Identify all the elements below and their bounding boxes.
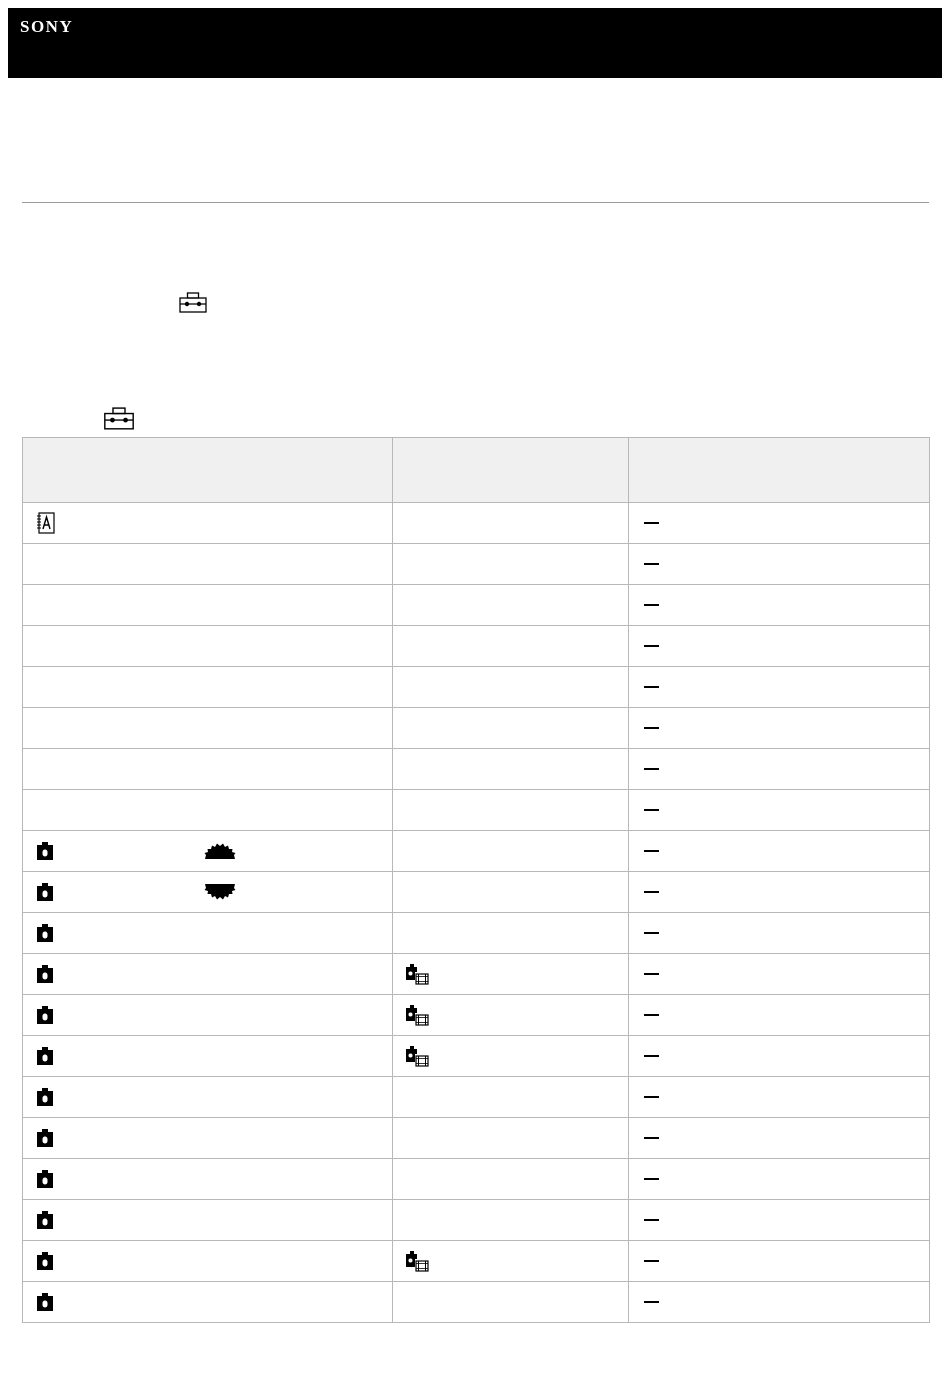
toolbox-icon xyxy=(179,292,207,319)
table-header-cell xyxy=(23,438,393,503)
table-row xyxy=(23,667,930,708)
camera-movie-icon xyxy=(405,963,431,985)
table-row xyxy=(23,1282,930,1323)
table-cell-mode xyxy=(393,585,629,626)
table-cell-setting xyxy=(23,1241,393,1282)
table-cell-value xyxy=(629,708,930,749)
table-row xyxy=(23,585,930,626)
table-row xyxy=(23,1241,930,1282)
language-a-icon xyxy=(36,512,56,534)
table-cell-setting xyxy=(23,790,393,831)
table-cell-mode xyxy=(393,667,629,708)
table-cell-value xyxy=(629,1036,930,1077)
camera-still-icon xyxy=(36,1046,54,1066)
camera-still-icon xyxy=(36,1169,54,1189)
table-cell-value xyxy=(629,503,930,544)
table-cell-setting xyxy=(23,1159,393,1200)
sony-logo: SONY xyxy=(20,17,74,36)
dash-mark xyxy=(644,645,659,647)
table-cell-mode xyxy=(393,1282,629,1323)
dash-mark xyxy=(644,1055,659,1057)
table-cell-mode xyxy=(393,1077,629,1118)
table-cell-mode xyxy=(393,749,629,790)
table-row xyxy=(23,831,930,872)
table-cell-value xyxy=(629,831,930,872)
brightness-down-icon xyxy=(204,883,236,901)
table-cell-setting xyxy=(23,749,393,790)
table-cell-mode xyxy=(393,708,629,749)
table-cell-mode xyxy=(393,1241,629,1282)
table-header-cell xyxy=(393,438,629,503)
table-row xyxy=(23,1159,930,1200)
settings-table xyxy=(22,437,930,1323)
dash-mark xyxy=(644,809,659,811)
table-row xyxy=(23,954,930,995)
camera-still-icon xyxy=(36,1210,54,1230)
table-row xyxy=(23,1077,930,1118)
table-cell-setting xyxy=(23,1036,393,1077)
camera-still-icon xyxy=(36,964,54,984)
table-row xyxy=(23,626,930,667)
section-divider xyxy=(22,202,929,203)
table-cell-value xyxy=(629,585,930,626)
table-cell-mode xyxy=(393,954,629,995)
table-cell-setting xyxy=(23,585,393,626)
table-cell-mode xyxy=(393,1200,629,1241)
table-row xyxy=(23,1200,930,1241)
table-cell-value xyxy=(629,1241,930,1282)
table-cell-mode xyxy=(393,1118,629,1159)
camera-still-icon xyxy=(36,882,54,902)
table-cell-value xyxy=(629,1282,930,1323)
camera-still-icon xyxy=(36,1128,54,1148)
camera-still-icon xyxy=(36,1005,54,1025)
table-cell-setting xyxy=(23,1200,393,1241)
camera-still-icon xyxy=(36,1087,54,1107)
table-cell-mode xyxy=(393,995,629,1036)
table-header-row xyxy=(23,438,930,503)
toolbox-icon xyxy=(103,407,135,436)
table-cell-value xyxy=(629,913,930,954)
brightness-up-icon xyxy=(204,842,236,860)
table-cell-mode xyxy=(393,626,629,667)
table-cell-setting xyxy=(23,708,393,749)
table-header-cell xyxy=(629,438,930,503)
table-row xyxy=(23,544,930,585)
table-row xyxy=(23,749,930,790)
dash-mark xyxy=(644,973,659,975)
table-cell-mode xyxy=(393,913,629,954)
table-cell-mode xyxy=(393,790,629,831)
dash-mark xyxy=(644,604,659,606)
table-row xyxy=(23,708,930,749)
dash-mark xyxy=(644,850,659,852)
table-cell-mode xyxy=(393,1159,629,1200)
table-cell-value xyxy=(629,872,930,913)
camera-movie-icon xyxy=(405,1045,431,1067)
table-cell-value xyxy=(629,1077,930,1118)
dash-mark xyxy=(644,563,659,565)
camera-still-icon xyxy=(36,841,54,861)
dash-mark xyxy=(644,727,659,729)
dash-mark xyxy=(644,1219,659,1221)
table-cell-value xyxy=(629,790,930,831)
table-row xyxy=(23,995,930,1036)
table-cell-value xyxy=(629,995,930,1036)
table-cell-setting xyxy=(23,503,393,544)
dash-mark xyxy=(644,768,659,770)
dash-mark xyxy=(644,891,659,893)
dash-mark xyxy=(644,1301,659,1303)
table-cell-value xyxy=(629,1159,930,1200)
table-cell-value xyxy=(629,544,930,585)
camera-movie-icon xyxy=(405,1004,431,1026)
table-cell-setting xyxy=(23,544,393,585)
table-cell-value xyxy=(629,1118,930,1159)
dash-mark xyxy=(644,932,659,934)
table-row xyxy=(23,503,930,544)
table-cell-mode xyxy=(393,503,629,544)
table-cell-value xyxy=(629,1200,930,1241)
dash-mark xyxy=(644,1178,659,1180)
table-row xyxy=(23,1036,930,1077)
table-cell-value xyxy=(629,954,930,995)
table-cell-value xyxy=(629,749,930,790)
table-row xyxy=(23,1118,930,1159)
dash-mark xyxy=(644,522,659,524)
table-row xyxy=(23,790,930,831)
table-row xyxy=(23,872,930,913)
camera-still-icon xyxy=(36,1251,54,1271)
dash-mark xyxy=(644,1137,659,1139)
dash-mark xyxy=(644,686,659,688)
table-cell-setting xyxy=(23,1118,393,1159)
header-bar xyxy=(8,8,942,78)
camera-movie-icon xyxy=(405,1250,431,1272)
table-cell-mode xyxy=(393,544,629,585)
table-cell-setting xyxy=(23,913,393,954)
table-cell-setting xyxy=(23,831,393,872)
table-cell-mode xyxy=(393,872,629,913)
table-cell-setting xyxy=(23,954,393,995)
table-cell-setting xyxy=(23,667,393,708)
table-cell-mode xyxy=(393,831,629,872)
table-cell-value xyxy=(629,626,930,667)
dash-mark xyxy=(644,1014,659,1016)
camera-still-icon xyxy=(36,1292,54,1312)
table-cell-setting xyxy=(23,1282,393,1323)
table-cell-setting xyxy=(23,872,393,913)
dash-mark xyxy=(644,1260,659,1262)
camera-still-icon xyxy=(36,923,54,943)
table-cell-setting xyxy=(23,1077,393,1118)
table-row xyxy=(23,913,930,954)
table-cell-mode xyxy=(393,1036,629,1077)
table-cell-value xyxy=(629,667,930,708)
dash-mark xyxy=(644,1096,659,1098)
table-cell-setting xyxy=(23,995,393,1036)
table-cell-setting xyxy=(23,626,393,667)
